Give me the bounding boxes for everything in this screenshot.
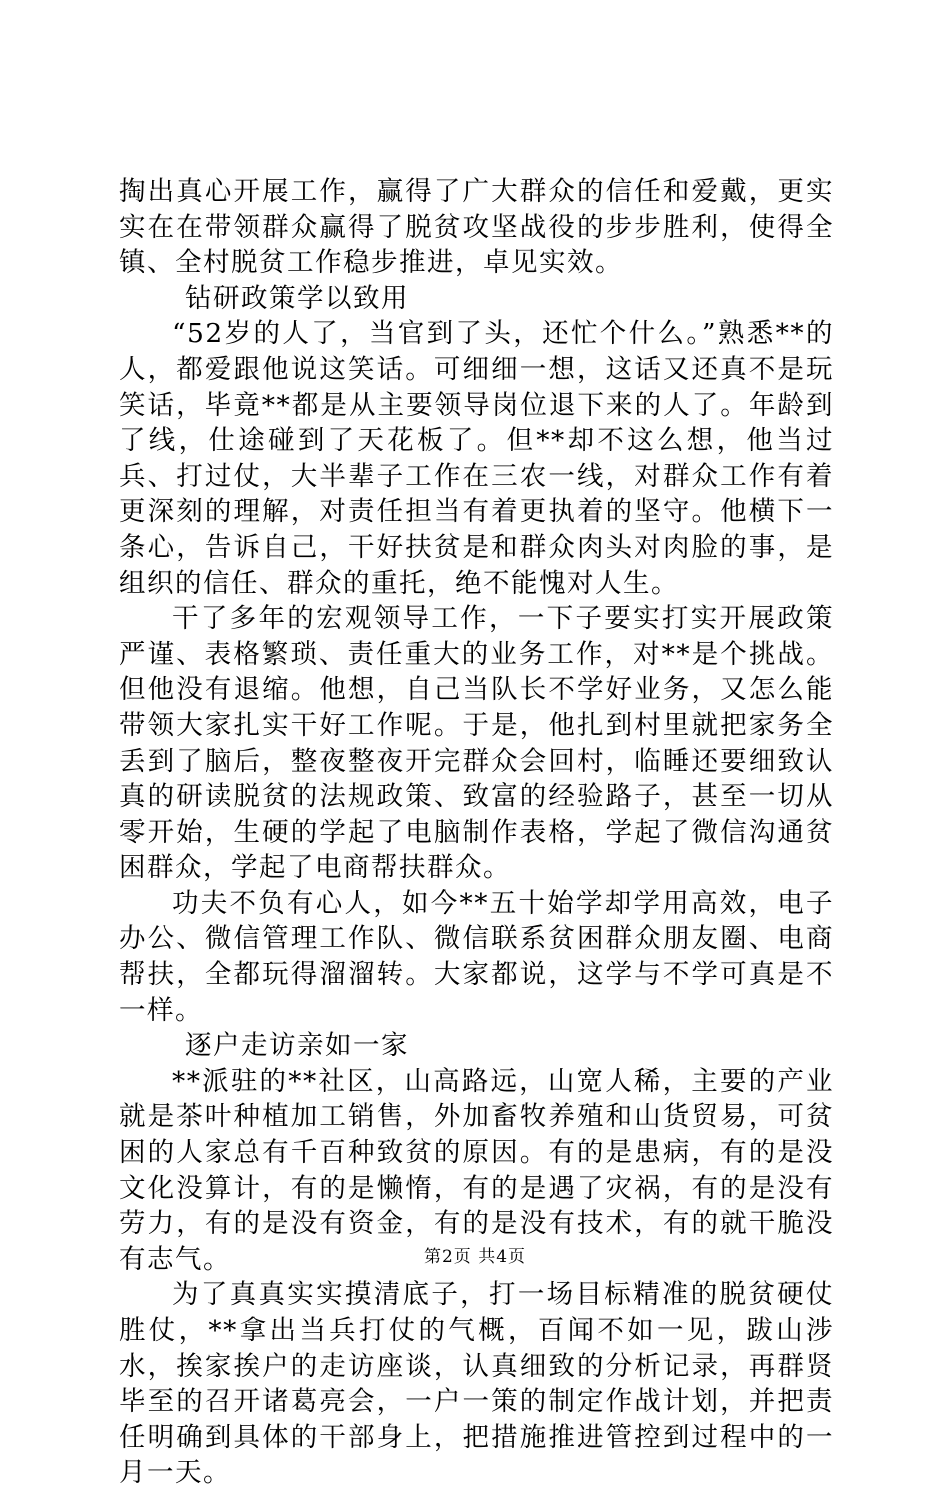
paragraph: 功夫不负有心人，如今**五十始学却学用高效，电子办公、微信管理工作队、微信联系贫困群众朋友圈、电商帮扶，全都玩得溜溜转。大家都说，这学与不学可真是不一样。 (119, 887, 834, 1026)
paragraph: “52岁的人了，当官到了头，还忙个什么。”熟悉**的人，都爱跟他说这笑话。可细细一想，这话又还真不是玩笑话，毕竟**都是从主要领导岗位退下来的人了。年龄到了线，仕途碰到了天花板了。但**却不这么想，他当过兵、打过仗，大半辈子工作在三农一线，对群众工作有着更深刻的理解，对责任担当有着更执着的坚守。他横下一条心，告诉自己，干好扶贫是和群众肉头对肉脸的事，是组织的信任、群众的重托，绝不能愧对人生。 (119, 318, 834, 599)
section-heading-policy-study: 钻研政策学以致用 (185, 282, 409, 314)
paragraph: 为了真真实实摸清底子，打一场目标精准的脱贫硬仗胜仗，**拿出当兵打仗的气概，百闻不如一见，跋山涉水，挨家挨户的走访座谈，认真细致的分析记录，再群贤毕至的召开诸葛亮会，一户一策的制定作战计划，并把责任明确到具体的干部身上，把措施推进管控到过程中的一月一天。 (119, 1279, 834, 1489)
paragraph: **派驻的**社区，山高路远，山宽人稀，主要的产业就是茶叶种植加工销售，外加畜牧养殖和山货贸易，可贫困的人家总有千百种致贫的原因。有的是患病，有的是没文化没算计，有的是懒惰，有的是遇了灾祸，有的是没有劳力，有的是没有资金，有的是没有技术，有的就干脆没有志气。 (119, 1065, 834, 1275)
page-number-footer: 第2页 共4页 (423, 1247, 527, 1267)
document-body (119, 174, 834, 1491)
paragraph: 干了多年的宏观领导工作，一下子要实打实开展政策严谨、表格繁琐、责任重大的业务工作，对**是个挑战。但他没有退缩。他想，自己当队长不学好业务，又怎么能带领大家扎实干好工作呢。于是，他扎到村里就把家务全丢到了脑后，整夜整夜开完群众会回村，临睡还要细致认真的研读脱贫的法规政策、致富的经验路子，甚至一切从零开始，生硬的学起了电脑制作表格，学起了微信沟通贫困群众，学起了电商帮扶群众。 (119, 603, 834, 884)
paragraph-continuation: 掏出真心开展工作，赢得了广大群众的信任和爱戴，更实实在在带领群众赢得了脱贫攻坚战役的步步胜利，使得全镇、全村脱贫工作稳步推进，卓见实效。 (119, 176, 834, 279)
section-heading-household-visits: 逐户走访亲如一家 (185, 1030, 409, 1062)
